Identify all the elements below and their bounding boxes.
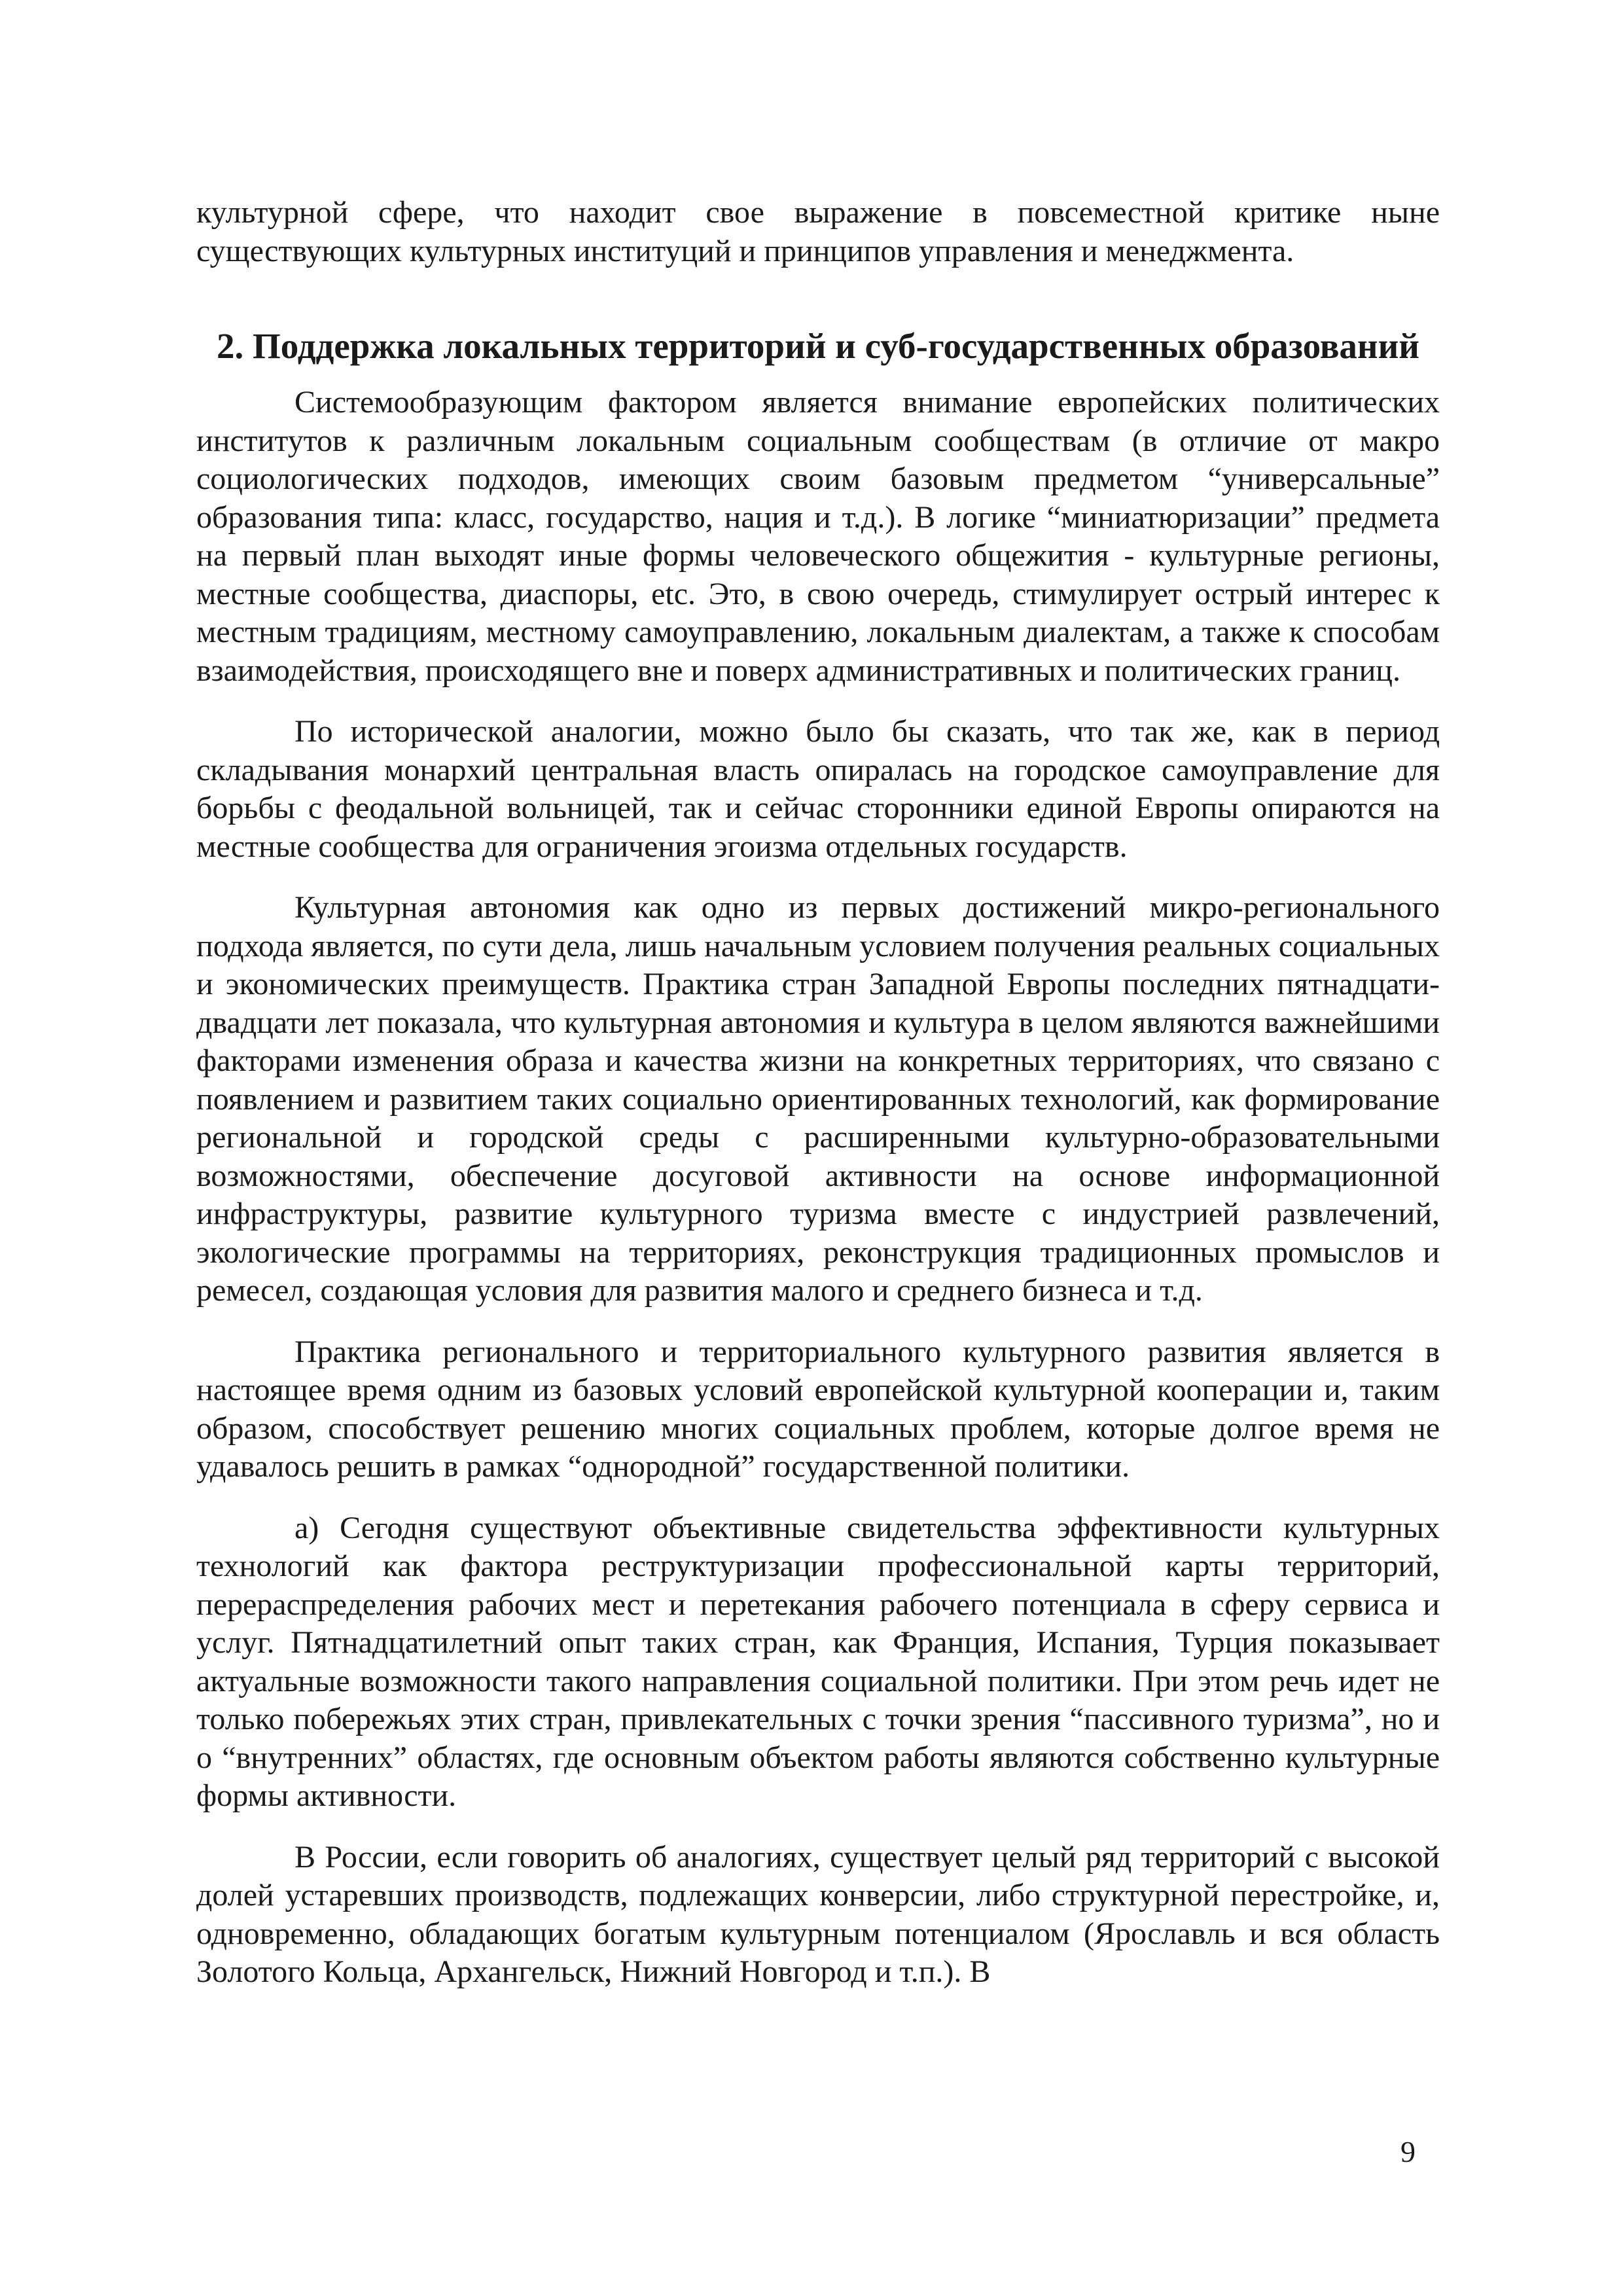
body-paragraph-5: а) Сегодня существуют объективные свидетельства эффективности культурных технологий как фактора реструктуризации профессиональной карты территорий, перераспределения рабочих мест и перетекания рабочего потенциала в сферу сервиса и услуг. Пятнадцатилетний опыт таких стран, как Франция, Испания, Турция показывает актуальные возможности такого направления социальной политики. При этом речь идет не только побережьях этих стран, привлекательных с точки зрения “пассивного туризма”, но и о “внутренних” областях, где основным объектом работы являются собственно культурные формы активности. xyxy=(196,1510,1440,1813)
page-content xyxy=(196,194,1440,1992)
page-number: 9 xyxy=(1400,2135,1416,2168)
body-paragraph-6: В России, если говорить об аналогиях, существует целый ряд территорий с высокой долей устаревших производств, подлежащих конверсии, либо структурной перестройке, и, одновременно, обладающих богатым культурным потенциалом (Ярославль и вся область Золотого Кольца, Архангельск, Нижний Новгород и т.п.). В xyxy=(196,1839,1440,1989)
body-paragraph-1: Системообразующим фактором является внимание европейских политических институтов к различным локальным социальным сообществам (в отличие от макро социологических подходов, имеющих своим базовым предметом “универсальные” образования типа: класс, государство, нация и т.д.). В логике “миниатюризации” предмета на первый план выходят иные формы человеческого общежития - культурные регионы, местные сообщества, диаспоры, etc. Это, в свою очередь, стимулирует острый интерес к местным традициям, местному самоуправлению, локальным диалектам, а также к способам взаимодействия, происходящего вне и поверх административных и политических границ. xyxy=(196,385,1440,688)
body-paragraph-3: Культурная автономия как одно из первых достижений микро-регионального подхода является, по сути дела, лишь начальным условием получения реальных социальных и экономических преимуществ. Практика стран Западной Европы последних пятнадцати-двадцати лет показала, что культурная автономия и культура в целом являются важнейшими факторами изменения образа и качества жизни на конкретных территориях, что связано с появлением и развитием таких социально ориентированных технологий, как формирование региональной и городской среды с расширенными культурно-образовательными возможностями, обеспечение досуговой активности на основе информационной инфраструктуры, развитие культурного туризма вместе с индустрией развлечений, экологические программы на территориях, реконструкция традиционных промыслов и ремесел, создающая условия для развития малого и среднего бизнеса и т.д. xyxy=(196,890,1440,1308)
body-paragraph-4: Практика регионального и территориального культурного развития является в настоящее время одним из базовых условий европейской культурной кооперации и, таким образом, способствует решению многих социальных проблем, которые долгое время не удавалось решить в рамках “однородной” государственной политики. xyxy=(196,1334,1440,1484)
section-heading: 2. Поддержка локальных территорий и суб-государственных образований xyxy=(217,326,1419,366)
intro-paragraph: культурной сфере, что находит свое выражение в повсеместной критике ныне существующих культурных институций и принципов управления и менеджмента. xyxy=(196,195,1440,268)
body-paragraph-2: По исторической аналогии, можно было бы сказать, что так же, как в период складывания монархий центральная власть опиралась на городское самоуправление для борьбы с феодальной вольницей, так и сейчас сторонники единой Европы опираются на местные сообщества для ограничения эгоизма отдельных государств. xyxy=(196,714,1440,864)
